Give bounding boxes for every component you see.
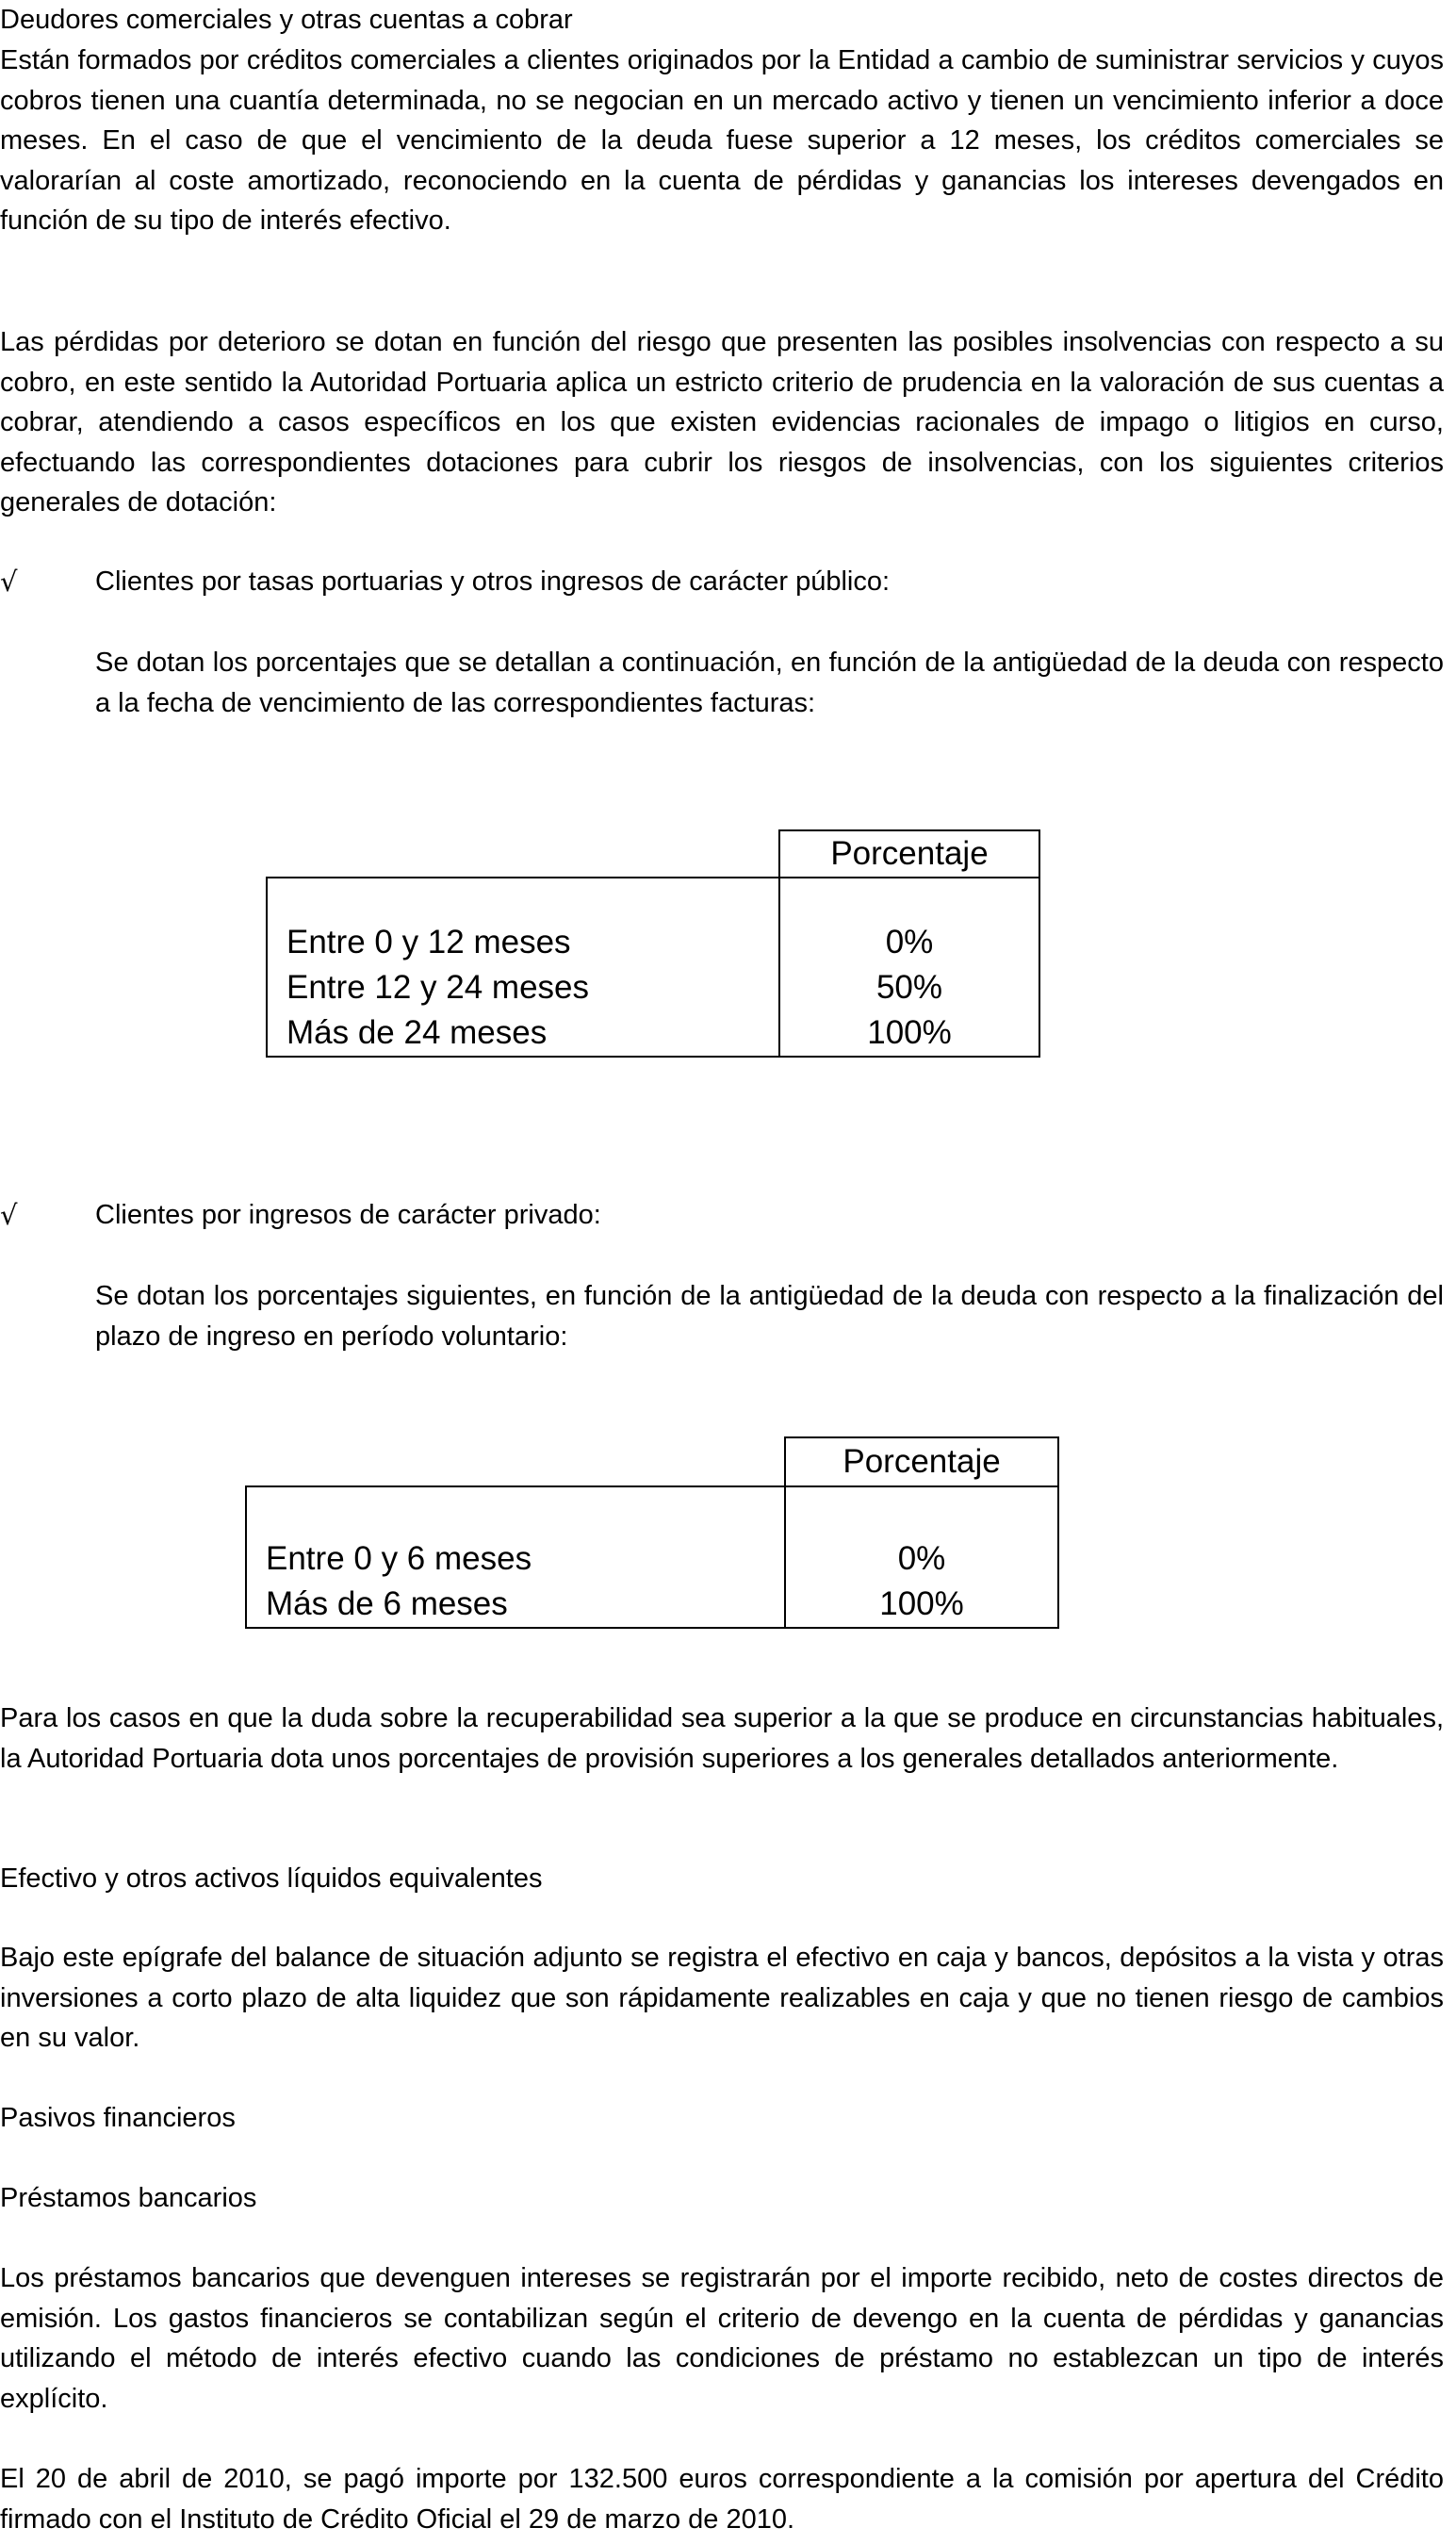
heading-deudores: Deudores comerciales y otras cuentas a cobrar [0, 5, 573, 35]
bullet-2-text: Se dotan los porcentajes siguientes, en función de la antigüedad de la deuda con respecto a la finalización del plazo de ingreso en período voluntario: [95, 1281, 1444, 1352]
paragraph-deudores-1: Están formados por créditos comerciales a clientes originados por la Entidad a cambio de suministrar servicios y cuyos cobros tienen una cuantía determinada, no se negocian en un mercado activo y tienen un vencimiento inferior a doce meses. En el caso de que el vencimiento de la deuda fuese superior a 12 meses, los créditos comerciales se valorarían al coste amortizado, reconociendo en la cuenta de pérdidas y ganancias los intereses devengados en función de su tipo de interés efectivo. [0, 45, 1444, 236]
table-row-label: Entre 0 y 6 meses [266, 1540, 532, 1577]
paragraph-duda: Para los casos en que la duda sobre la recuperabilidad sea superior a la que se produce en circunstancias habituales, la Autoridad Portuaria dota unos porcentajes de provisión superiores a los generales detallados anteriormente. [0, 1703, 1444, 1774]
table-values [779, 878, 1039, 1057]
bullet-1-title: Clientes por tasas portuarias y otros ingresos de carácter público: [95, 566, 891, 597]
table-row-value: 0% [885, 924, 934, 960]
heading-pasivos: Pasivos financieros [0, 2103, 236, 2133]
heading-prestamos: Préstamos bancarios [0, 2183, 257, 2213]
paragraph-efectivo: Bajo este epígrafe del balance de situación adjunto se registra el efectivo en caja y bancos, depósitos a la vista y otras inversiones a corto plazo de alta liquidez que son rápidamente realizables en caja y que no tienen riesgo de cambios en su valor. [0, 1943, 1444, 2053]
table-row-label: Más de 24 meses [286, 1014, 548, 1051]
table-row-label: Más de 6 meses [266, 1585, 508, 1622]
table-header-porcentaje: Porcentaje [785, 1437, 1058, 1486]
paragraph-abril: El 20 de abril de 2010, se pagó importe por 132.500 euros correspondiente a la comisión por apertura del Crédito firmado con el Instituto de Crédito Oficial el 29 de marzo de 2010. [0, 2464, 1444, 2535]
table-row-value: 100% [879, 1585, 964, 1622]
table-row-label: Entre 12 y 24 meses [286, 969, 589, 1006]
heading-efectivo: Efectivo y otros activos líquidos equivalentes [0, 1863, 543, 1894]
bullet-2-title: Clientes por ingresos de carácter privado: [95, 1200, 601, 1230]
percentage-table-private [245, 1436, 1059, 1629]
percentage-table-public [266, 829, 1040, 1058]
table-row-label: Entre 0 y 12 meses [286, 924, 571, 960]
paragraph-deudores-2: Las pérdidas por deterioro se dotan en función del riesgo que presenten las posibles insolvencias con respecto a su cobro, en este sentido la Autoridad Portuaria aplica un estricto criterio de prudencia en la valoración de sus cuentas a cobrar, atendiendo a casos específicos en los que existen evidencias racionales de impago o litigios en curso, efectuando las correspondientes dotaciones para cubrir los riesgos de insolvencias, con los siguientes criterios generales de dotación: [0, 327, 1444, 517]
checkmark-bullet-icon: √ [0, 566, 18, 598]
checkmark-bullet-icon: √ [0, 1199, 18, 1231]
table-labels [267, 878, 779, 1057]
bullet-1-text: Se dotan los porcentajes que se detallan a continuación, en función de la antigüedad de la deuda con respecto a la fecha de vencimiento de las correspondientes facturas: [95, 648, 1444, 718]
table-row-value: 50% [875, 969, 943, 1006]
paragraph-prestamos: Los préstamos bancarios que devenguen intereses se registrarán por el importe recibido, neto de costes directos de emisión. Los gastos financieros se contabilizan según el criterio de devengo en la cuenta de pérdidas y ganancias utilizando el método de interés efectivo cuando las condiciones de préstamo no establezcan un tipo de interés explícito. [0, 2263, 1444, 2414]
table-row-value: 100% [867, 1014, 952, 1051]
table-row-value: 0% [897, 1540, 946, 1577]
table-values [785, 1486, 1058, 1628]
table-header-porcentaje: Porcentaje [779, 830, 1039, 878]
table-labels [246, 1486, 785, 1628]
